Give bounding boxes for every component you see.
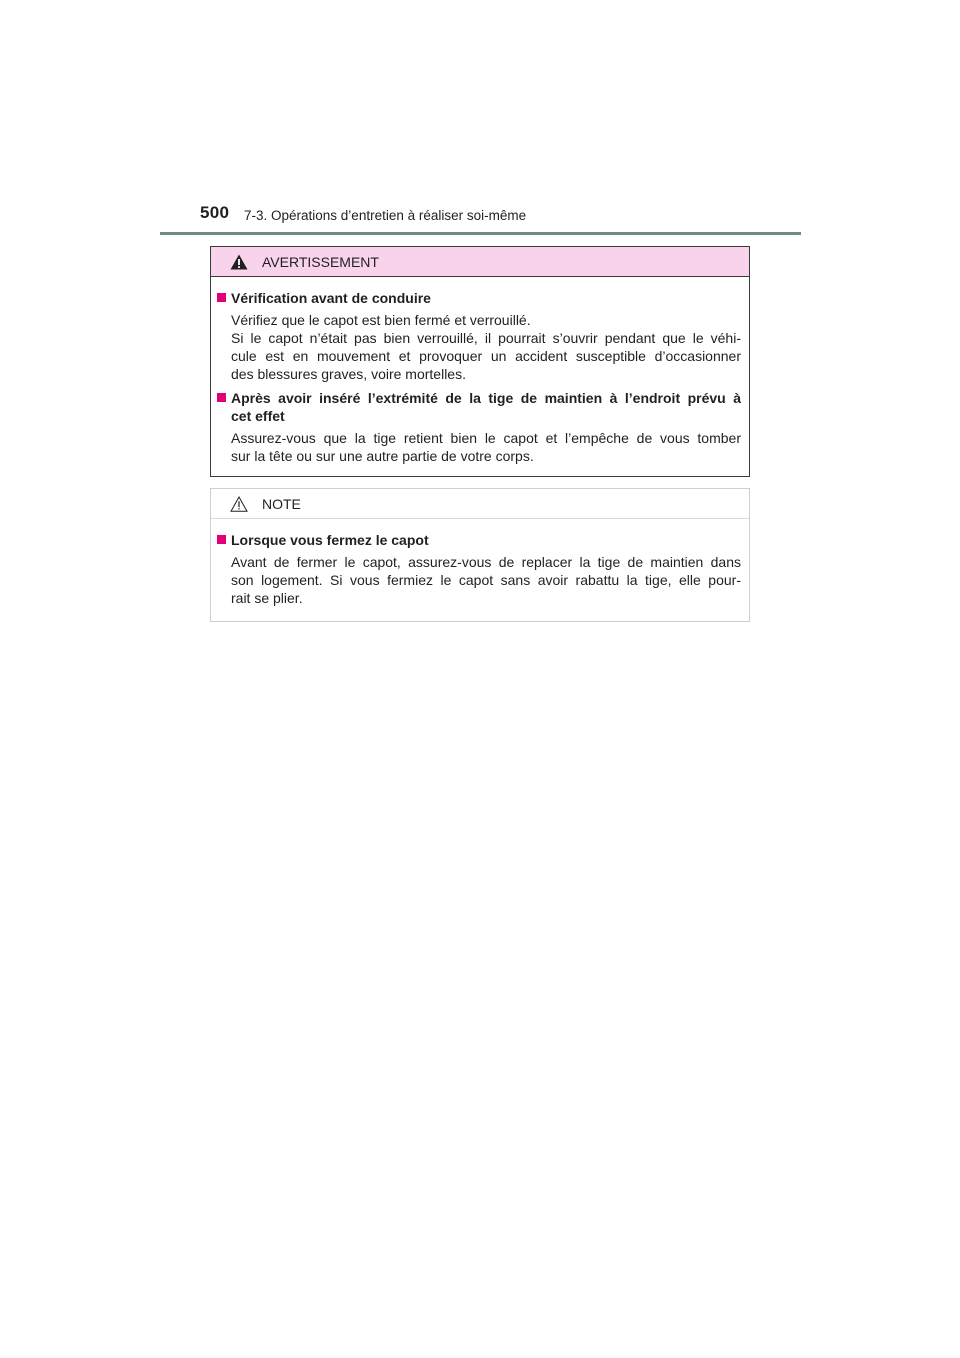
note-header bbox=[211, 489, 749, 519]
warning-triangle-outline-icon bbox=[230, 496, 248, 512]
note-body bbox=[211, 519, 749, 607]
warning-item-text bbox=[231, 429, 741, 465]
warning-triangle-filled-icon bbox=[230, 254, 248, 270]
bullet-square bbox=[217, 535, 226, 544]
text-line: Assurez-vous que la tige retient bien le capot et l’empêche de vous tomber bbox=[231, 430, 741, 446]
bullet-square bbox=[217, 293, 226, 302]
warning-item bbox=[217, 389, 741, 465]
text-line: cule est en mouvement et provoquer un accident susceptible d’occasionner bbox=[231, 348, 741, 364]
text-line: son logement. Si vous fermiez le capot sans avoir rabattu la tige, elle pour- bbox=[231, 572, 741, 588]
note-item-title: Lorsque vous fermez le capot bbox=[231, 532, 429, 548]
bullet-square bbox=[217, 393, 226, 402]
page-number: 500 bbox=[200, 203, 230, 222]
warning-item-title bbox=[231, 389, 741, 425]
warning-title: AVERTISSEMENT bbox=[262, 253, 379, 270]
text-line: Si le capot n’était pas bien verrouillé, il pourrait s’ouvrir pendant que le véhi- bbox=[231, 330, 741, 346]
note-box bbox=[210, 488, 750, 622]
text-line: des blessures graves, voire mortelles. bbox=[231, 366, 466, 382]
warning-item-text bbox=[231, 311, 741, 383]
text-line: Vérifiez que le capot est bien fermé et verrouillé. bbox=[231, 312, 531, 328]
warning-box bbox=[210, 246, 750, 477]
title-line: Après avoir inséré l’extrémité de la tige de maintien à l’endroit prévu à bbox=[231, 390, 741, 406]
warning-item-title: Vérification avant de conduire bbox=[231, 290, 431, 306]
warning-body bbox=[211, 277, 749, 465]
title-line: cet effet bbox=[231, 408, 285, 424]
text-line: sur la tête ou sur une autre partie de votre corps. bbox=[231, 448, 534, 464]
warning-header bbox=[211, 247, 749, 277]
header-rule bbox=[160, 232, 801, 235]
warning-item bbox=[217, 289, 741, 383]
section-title: 7-3. Opérations d’entretien à réaliser soi-même bbox=[244, 208, 527, 223]
text-line: Avant de fermer le capot, assurez-vous de replacer la tige de maintien dans bbox=[231, 554, 741, 570]
note-item-text bbox=[231, 553, 741, 607]
note-item bbox=[217, 531, 741, 607]
text-line: rait se plier. bbox=[231, 590, 303, 606]
note-title: NOTE bbox=[262, 495, 301, 512]
